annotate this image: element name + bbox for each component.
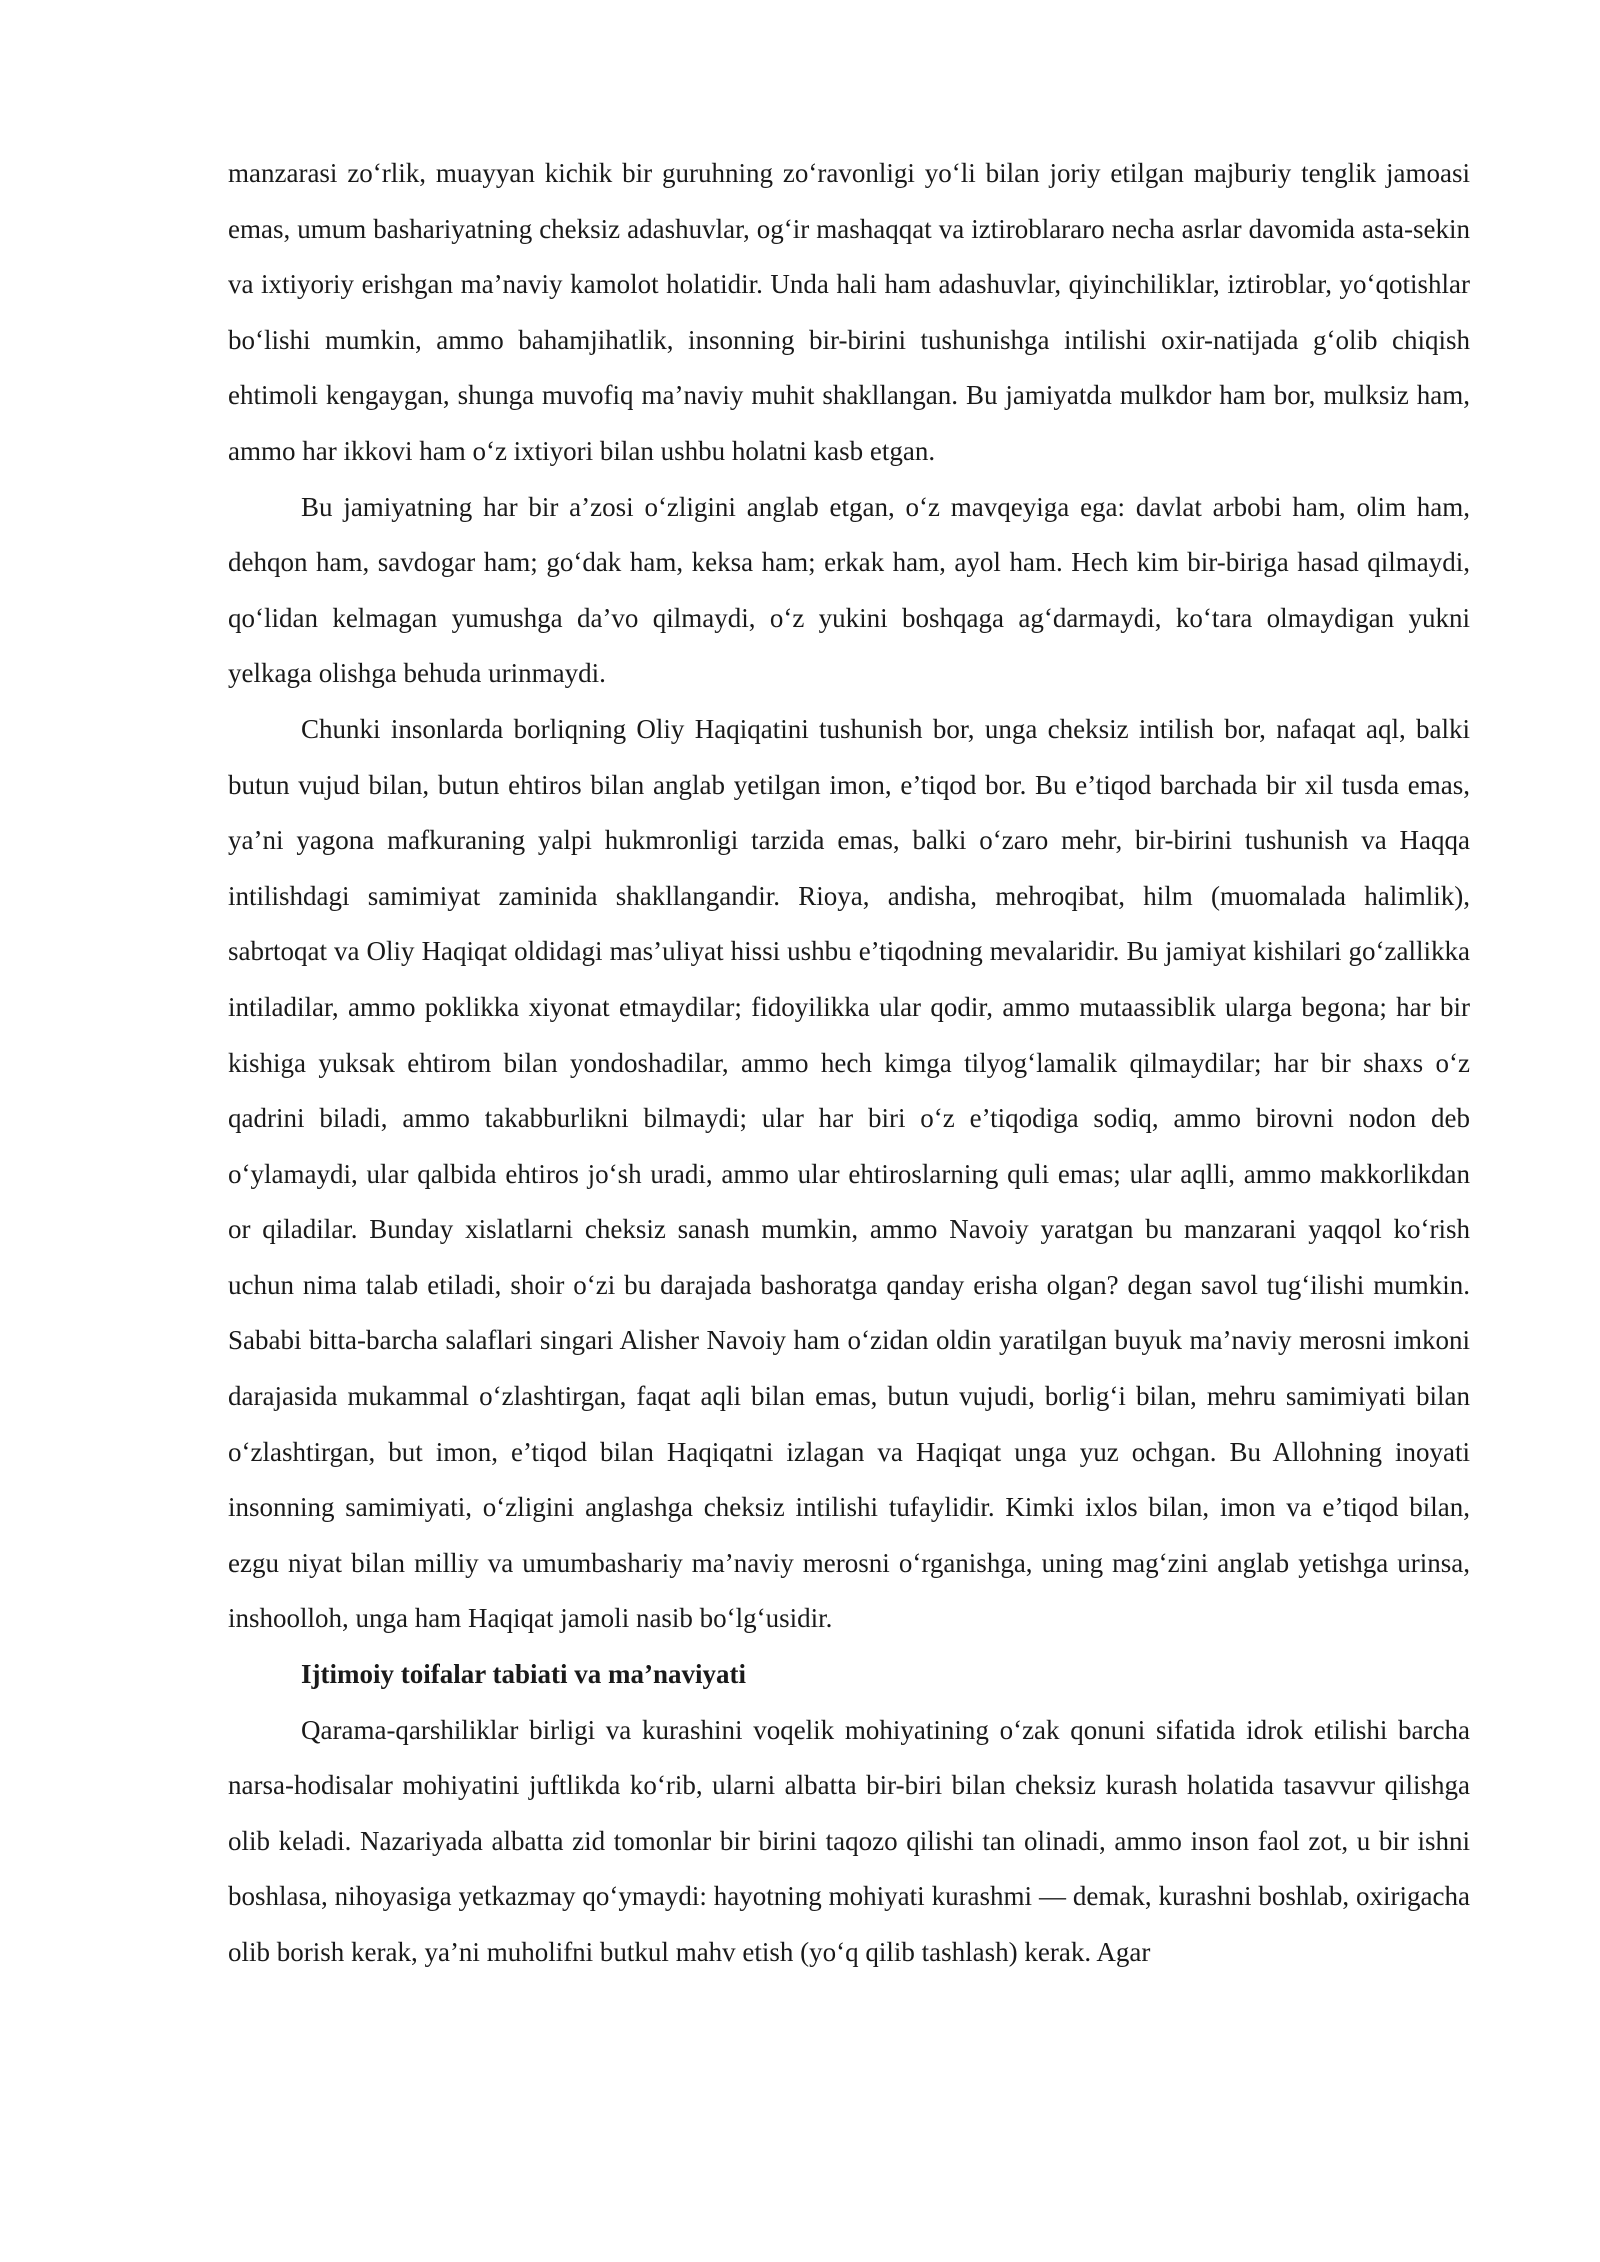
document-page [228, 146, 1470, 1981]
paragraph-society-members: Bu jamiyatning har bir a’zosi o‘zligini anglab etgan, o‘z mavqeyiga ega: davlat arbobi ham, olim ham, dehqon ham, savdogar ham; go‘dak ham, keksa ham; erkak ham, ayol ham. Hech kim bir-biriga hasad qilmaydi, qo‘lidan kelmagan yumushga da’vo qilmaydi, o‘z yukini boshqaga ag‘darmaydi, ko‘tara olmaydigan yukni yelkaga olishga behuda urinmaydi. [228, 491, 1470, 689]
section-heading: Ijtimoiy toifalar tabiati va ma’naviyati [301, 1659, 746, 1690]
paragraph-contradictions: Qarama-qarshiliklar birligi va kurashini voqelik mohiyatining o‘zak qonuni sifatida idrok etilishi barcha narsa-hodisalar mohiyatini juftlikda ko‘rib, ularni albatta bir-biri bilan cheksiz kurash holatida tasavvur qilishga olib keladi. Nazariyada albatta zid tomonlar bir birini taqozo qilishi tan olinadi, ammo inson faol zot, u bir ishni boshlasa, nihoyasiga yetkazmay qo‘ymaydi: hayotning mohiyati kurashmi — demak, kurashni boshlab, oxirigacha olib borish kerak, ya’ni muholifni butkul mahv etish (yo‘q qilib tashlash) kerak. Agar [228, 1714, 1470, 1967]
paragraph-truth-and-faith: Chunki insonlarda borliqning Oliy Haqiqatini tushunish bor, unga cheksiz intilish bor, nafaqat aql, balki butun vujud bilan, butun ehtiros bilan anglab yetilgan imon, e’tiqod bor. Bu e’tiqod barchada bir xil tusda emas, ya’ni yagona mafkuraning yalpi hukmronligi tarzida emas, balki o‘zaro mehr, bir-birini tushunish va Haqqa intilishdagi samimiyat zaminida shakllangandir. Rioya, andisha, mehroqibat, hilm (muomalada halimlik), sabrtoqat va Oliy Haqiqat oldidagi mas’uliyat hissi ushbu e’tiqodning mevalaridir. Bu jamiyat kishilari go‘zallikka intiladilar, ammo poklikka xiyonat etmaydilar; fidoyilikka ular qodir, ammo mutaassiblik ularga begona; har bir kishiga yuksak ehtirom bilan yondoshadilar, ammo hech kimga tilyog‘lamalik qilmaydilar; har bir shaxs o‘z qadrini biladi, ammo takabburlikni bilmaydi; ular har biri o‘z e’tiqodiga sodiq, ammo birovni nodon deb o‘ylamaydi, ular qalbida ehtiros jo‘sh uradi, ammo ular ehtiroslarning quli emas; ular aqlli, ammo makkorlikdan or qiladilar. Bunday xislatlarni cheksiz sanash mumkin, ammo Navoiy yaratgan bu manzarani yaqqol ko‘rish uchun nima talab etiladi, shoir o‘zi bu darajada bashoratga qanday erisha olgan? degan savol tug‘ilishi mumkin. Sababi bitta-barcha salaflari singari Alisher Navoiy ham o‘zidan oldin yaratilgan buyuk ma’naviy merosni imkoni darajasida mukammal o‘zlashtirgan, faqat aqli bilan emas, butun vujudi, borlig‘i bilan, mehru samimiyati bilan o‘zlashtirgan, but imon, e’tiqod bilan Haqiqatni izlagan va Haqiqat unga yuz ochgan. Bu Allohning inoyati insonning samimiyati, o‘zligini anglashga cheksiz intilishi tufaylidir. Kimki ixlos bilan, imon va e’tiqod bilan, ezgu niyat bilan milliy va umumbashariy ma’naviy merosni o‘rganishga, uning mag‘zini anglab yetishga urinsa, inshoolloh, unga ham Haqiqat jamoli nasib bo‘lg‘usidir. [228, 713, 1470, 1634]
paragraph-continuation: manzarasi zo‘rlik, muayyan kichik bir guruhning zo‘ravonligi yo‘li bilan joriy etilgan majburiy tenglik jamoasi emas, umum bashariyatning cheksiz adashuvlar, og‘ir mashaqqat va iztiroblararo necha asrlar davomida asta-sekin va ixtiyoriy erishgan ma’naviy kamolot holatidir. Unda hali ham adashuvlar, qiyinchiliklar, iztiroblar, yo‘qotishlar bo‘lishi mumkin, ammo bahamjihatlik, insonning bir-birini tushunishga intilishi oxir-natijada g‘olib chiqish ehtimoli kengaygan, shunga muvofiq ma’naviy muhit shakllangan. Bu jamiyatda mulkdor ham bor, mulksiz ham, ammo har ikkovi ham o‘z ixtiyori bilan ushbu holatni kasb etgan. [228, 158, 1470, 466]
